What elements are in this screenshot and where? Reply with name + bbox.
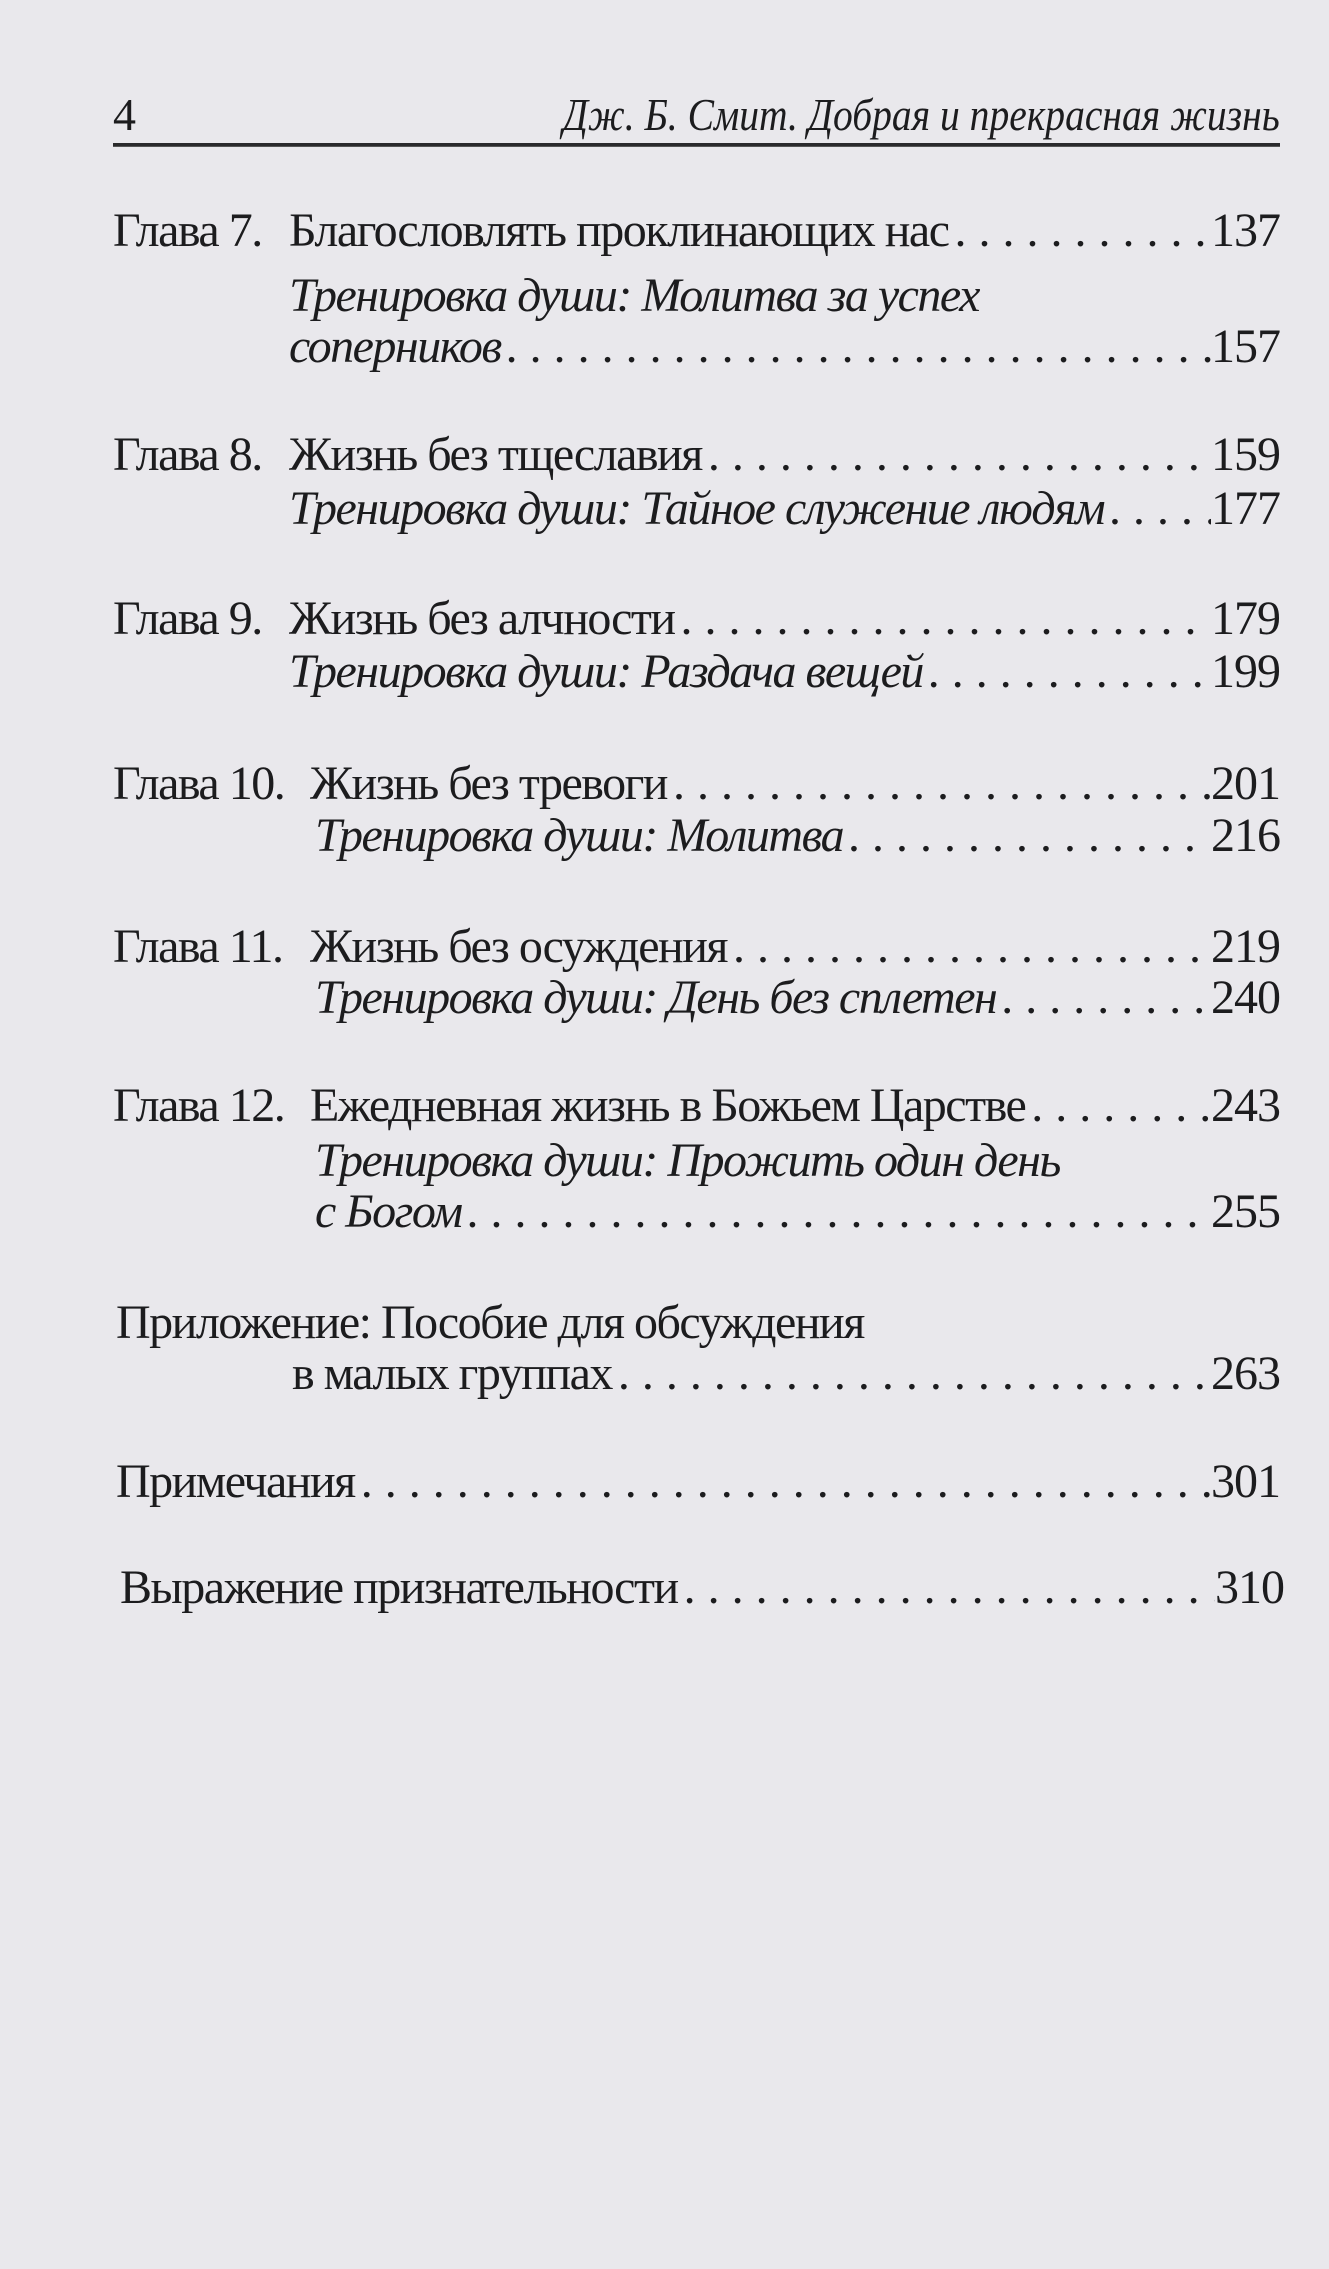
chapter-label: Глава 7. <box>113 204 262 257</box>
entry-title: Жизнь без осуждения <box>310 920 727 973</box>
toc-entry[interactable] <box>120 1560 1284 1616</box>
running-header <box>113 88 1280 138</box>
toc-entry[interactable] <box>310 919 1280 975</box>
entry-page: 216 <box>1211 809 1280 862</box>
dot-leader <box>667 756 1211 812</box>
entry-page: 199 <box>1211 645 1280 698</box>
entry-page: 201 <box>1211 757 1280 810</box>
entry-title: Тренировка души: День без сплетен <box>315 971 997 1024</box>
entry-title: Жизнь без алчности <box>289 592 675 645</box>
chapter-label: Глава 10. <box>113 757 285 810</box>
entry-page: 219 <box>1211 920 1280 973</box>
entry-title: Жизнь без тщеславия <box>289 428 702 481</box>
toc-entry[interactable] <box>289 644 1280 700</box>
dot-leader <box>702 427 1211 483</box>
toc-entry[interactable] <box>315 808 1280 864</box>
dot-leader <box>727 919 1211 975</box>
toc-entry[interactable] <box>289 591 1280 647</box>
entry-page: 137 <box>1211 204 1280 257</box>
toc-entry[interactable] <box>310 756 1280 812</box>
chapter-label: Глава 11. <box>113 920 283 973</box>
toc-entry[interactable] <box>289 481 1280 537</box>
dot-leader <box>678 1560 1215 1616</box>
toc-entry[interactable] <box>116 1454 1280 1510</box>
toc-entry[interactable] <box>289 427 1280 483</box>
dot-leader <box>843 808 1211 864</box>
entry-title: Выражение признательности <box>120 1561 678 1614</box>
dot-leader <box>949 203 1211 259</box>
dot-leader <box>1104 481 1211 537</box>
entry-page: 263 <box>1211 1347 1280 1400</box>
entry-title: Примечания <box>116 1455 355 1508</box>
running-title: Дж. Б. Смит. Добрая и прекрасная жизнь <box>562 89 1280 140</box>
dot-leader <box>675 591 1211 647</box>
entry-title: с Богом <box>315 1185 462 1238</box>
entry-page: 177 <box>1211 482 1280 535</box>
dot-leader <box>1025 1078 1211 1134</box>
dot-leader <box>355 1454 1211 1510</box>
dot-leader <box>923 644 1211 700</box>
entry-page: 240 <box>1211 971 1280 1024</box>
toc-entry[interactable] <box>310 1078 1280 1134</box>
page-number: 4 <box>113 89 136 140</box>
toc-entry[interactable] <box>315 1184 1280 1240</box>
entry-title: Тренировка души: Молитва <box>315 809 844 862</box>
toc-entry[interactable] <box>289 319 1280 375</box>
chapter-label: Глава 8. <box>113 428 262 481</box>
exercise-title: Тренировка души: Прожить один день <box>315 1134 1060 1187</box>
dot-leader <box>501 319 1211 375</box>
entry-title: Жизнь без тревоги <box>310 757 667 810</box>
entry-page: 179 <box>1211 592 1280 645</box>
entry-title: Тренировка души: Раздача вещей <box>289 645 923 698</box>
dot-leader <box>612 1346 1211 1402</box>
toc-entry[interactable] <box>289 203 1280 259</box>
chapter-label: Глава 12. <box>113 1079 285 1132</box>
entry-page: 301 <box>1211 1455 1280 1508</box>
toc-entry[interactable] <box>292 1346 1280 1402</box>
entry-title: Тренировка души: Тайное служение людям <box>289 482 1105 535</box>
exercise-title: Тренировка души: Молитва за успех <box>289 269 979 322</box>
toc-entry[interactable] <box>315 970 1280 1026</box>
dot-leader <box>996 970 1211 1026</box>
entry-page: 243 <box>1211 1079 1280 1132</box>
entry-title: Ежедневная жизнь в Божьем Царстве <box>310 1079 1026 1132</box>
entry-page: 310 <box>1215 1561 1284 1614</box>
dot-leader <box>462 1184 1211 1240</box>
chapter-label: Глава 9. <box>113 592 262 645</box>
entry-page: 157 <box>1211 320 1280 373</box>
header-rule <box>113 143 1280 147</box>
entry-title: соперников <box>289 320 501 373</box>
appendix-title: Приложение: Пособие для обсуждения <box>116 1296 864 1349</box>
entry-page: 255 <box>1211 1185 1280 1238</box>
entry-page: 159 <box>1211 428 1280 481</box>
entry-title: Благословлять проклинающих нас <box>289 204 949 257</box>
entry-title: в малых группах <box>292 1347 612 1400</box>
